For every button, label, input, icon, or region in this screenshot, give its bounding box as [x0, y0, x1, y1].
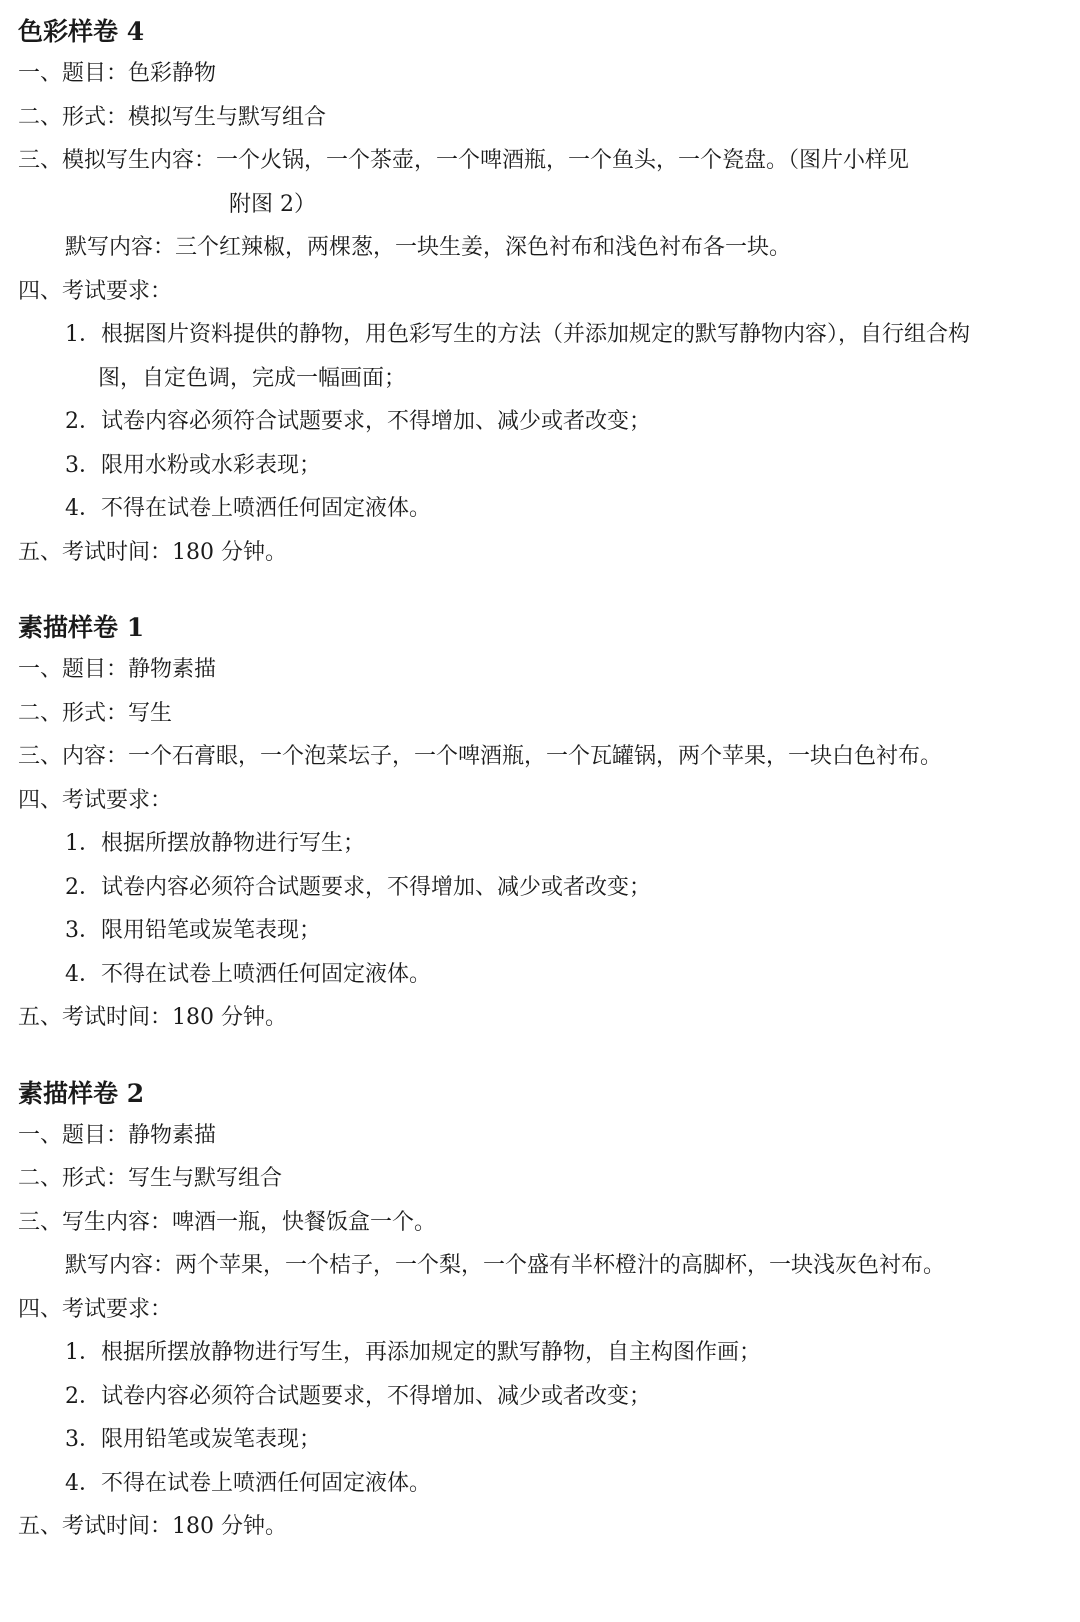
item-requirements-heading: 四、考试要求：	[18, 1296, 173, 1322]
item-format: 二、形式：写生	[18, 700, 173, 726]
item-exam-time: 五、考试时间：180 分钟。	[18, 1514, 287, 1539]
item-topic: 一、题目：静物素描	[18, 1122, 217, 1148]
item-exam-time: 五、考试时间：180 分钟。	[18, 1005, 287, 1030]
section-sketch-paper-1	[18, 608, 1080, 1040]
requirement-4: 4．不得在试卷上喷洒任何固定液体。	[65, 1470, 431, 1496]
item-content: 三、内容：一个石膏眼，一个泡菜坛子，一个啤酒瓶，一个瓦罐锅，两个苹果，一块白色衬布。	[18, 744, 943, 769]
requirement-1: 1．根据所摆放静物进行写生，再添加规定的默写静物，自主构图作画；	[65, 1340, 761, 1365]
item-requirements-heading: 四、考试要求：	[18, 787, 173, 813]
section-title: 素描样卷 2	[18, 1078, 145, 1108]
item-format: 二、形式：模拟写生与默写组合	[18, 104, 327, 130]
requirement-2: 2．试卷内容必须符合试题要求，不得增加、减少或者改变；	[65, 874, 651, 900]
item-memory-content: 默写内容：三个红辣椒，两棵葱，一块生姜，深色衬布和浅色衬布各一块。	[65, 235, 792, 260]
section-color-paper-4	[18, 12, 1080, 574]
requirement-1-continued: 图，自定色调，完成一幅画面；	[98, 365, 407, 391]
requirement-4: 4．不得在试卷上喷洒任何固定液体。	[65, 961, 431, 987]
item-memory-content: 默写内容：两个苹果，一个桔子，一个梨，一个盛有半杯橙汁的高脚杯，一块浅灰色衬布。	[65, 1253, 946, 1278]
section-title: 色彩样卷 4	[18, 17, 145, 46]
item-exam-time: 五、考试时间：180 分钟。	[18, 539, 287, 565]
item-format: 二、形式：写生与默写组合	[18, 1166, 283, 1191]
requirement-4: 4．不得在试卷上喷洒任何固定液体。	[65, 496, 431, 521]
section-title: 素描样卷 1	[18, 613, 145, 642]
requirement-3: 3．限用铅笔或炭笔表现；	[65, 918, 321, 943]
requirement-1: 1．根据图片资料提供的静物，用色彩写生的方法（并添加规定的默写静物内容），自行组合构	[65, 322, 971, 347]
item-sketch-content: 三、写生内容：啤酒一瓶，快餐饭盒一个。	[18, 1209, 437, 1235]
requirement-1: 1．根据所摆放静物进行写生；	[65, 831, 365, 856]
item-topic: 一、题目：色彩静物	[18, 61, 217, 86]
requirement-3: 3．限用铅笔或炭笔表现；	[65, 1427, 321, 1452]
item-requirements-heading: 四、考试要求：	[18, 278, 173, 304]
requirement-3: 3．限用水粉或水彩表现；	[65, 452, 321, 478]
item-topic: 一、题目：静物素描	[18, 657, 217, 682]
item-sketch-content-continued: 附图 2）	[229, 191, 316, 217]
requirement-2: 2．试卷内容必须符合试题要求，不得增加、减少或者改变；	[65, 409, 651, 434]
requirement-2: 2．试卷内容必须符合试题要求，不得增加、减少或者改变；	[65, 1383, 651, 1409]
item-sketch-content: 三、模拟写生内容：一个火锅，一个茶壶，一个啤酒瓶，一个鱼头，一个瓷盘。（图片小样见	[18, 148, 910, 173]
section-sketch-paper-2	[18, 1074, 1080, 1549]
